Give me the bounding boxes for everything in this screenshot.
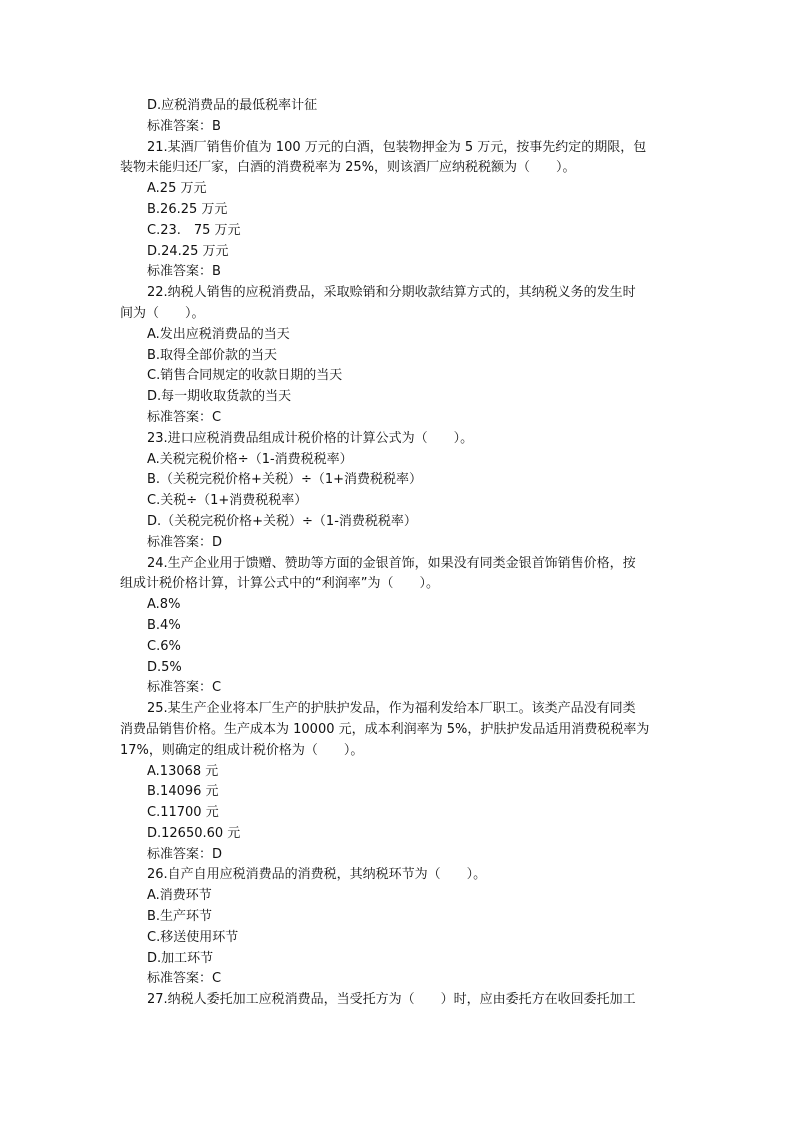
answer-option: C.销售合同规定的收款日期的当天: [147, 368, 343, 384]
answer-option: A.关税完税价格÷（1-消费税税率）: [147, 451, 353, 467]
answer-option: A.发出应税消费品的当天: [147, 326, 290, 342]
answer-option: A.消费环节: [147, 888, 212, 904]
answer-option: C.关税÷（1+消费税税率）: [147, 493, 308, 509]
answer-option: B.（关税完税价格+关税）÷（1+消费税税率）: [147, 472, 422, 488]
answer-option: D.每一期收取货款的当天: [147, 389, 292, 405]
answer-option: C.23. 75 万元: [147, 222, 241, 238]
answer-option: A.8%: [147, 597, 181, 613]
answer-option: D.应税消费品的最低税率计征: [147, 98, 318, 113]
question-text: 22.纳税人销售的应税消费品，采取赊销和分期收款结算方式的，其纳税义务的发生时: [147, 285, 636, 301]
answer-option: C.11700 元: [147, 805, 219, 821]
question-text-continued: 组成计税价格计算，计算公式中的“利润率”为（ ）。: [120, 576, 439, 592]
standard-answer: 标准答案：B: [147, 264, 221, 280]
standard-answer: 标准答案：C: [147, 971, 222, 987]
question-text-continued: 消费品销售价格。生产成本为 10000 元，成本利润率为 5%，护肤护发品适用消费税税率为: [120, 721, 650, 737]
document-body: [120, 96, 680, 1011]
question-text: 24.生产企业用于馈赠、赞助等方面的金银首饰，如果没有同类金银首饰销售价格，按: [147, 555, 636, 571]
answer-option: B.4%: [147, 617, 181, 633]
answer-option: A.25 万元: [147, 181, 207, 197]
question-text: 27.纳税人委托加工应税消费品，当受托方为（ ）时，应由委托方在收回委托加工: [147, 992, 636, 1008]
standard-answer: 标准答案：D: [147, 846, 223, 862]
answer-option: D.24.25 万元: [147, 243, 229, 259]
question-text: 26.自产自用应税消费品的消费税，其纳税环节为（ ）。: [147, 867, 487, 883]
answer-option: B.14096 元: [147, 784, 219, 800]
question-text: 21.某酒厂销售价值为 100 万元的白酒，包装物押金为 5 万元，按事先约定的期限，包: [147, 139, 647, 155]
answer-option: B.取得全部价款的当天: [147, 347, 278, 363]
answer-option: D.12650.60 元: [147, 825, 241, 841]
question-text-continued: 间为（ ）。: [120, 305, 205, 321]
standard-answer: 标准答案：C: [147, 409, 222, 425]
answer-option: A.13068 元: [147, 763, 219, 779]
standard-answer: 标准答案：D: [147, 534, 223, 550]
answer-option: D.5%: [147, 659, 182, 675]
question-text: 23.进口应税消费品组成计税价格的计算公式为（ ）。: [147, 430, 474, 446]
standard-answer: 标准答案：C: [147, 680, 222, 696]
answer-option: B.26.25 万元: [147, 201, 228, 217]
answer-option: C.移送使用环节: [147, 929, 239, 945]
question-text: 25.某生产企业将本厂生产的护肤护发品，作为福利发给本厂职工。该类产品没有同类: [147, 701, 636, 717]
answer-option: B.生产环节: [147, 909, 213, 925]
standard-answer: 标准答案：B: [147, 118, 221, 134]
question-text-continued: 17%，则确定的组成计税价格为（ ）。: [120, 742, 364, 758]
answer-option: D.（关税完税价格+关税）÷（1-消费税税率）: [147, 513, 417, 529]
question-text-continued: 装物未能归还厂家，白酒的消费税率为 25%，则该酒厂应纳税税额为（ ）。: [120, 160, 576, 176]
answer-option: D.加工环节: [147, 950, 214, 966]
answer-option: C.6%: [147, 638, 181, 654]
